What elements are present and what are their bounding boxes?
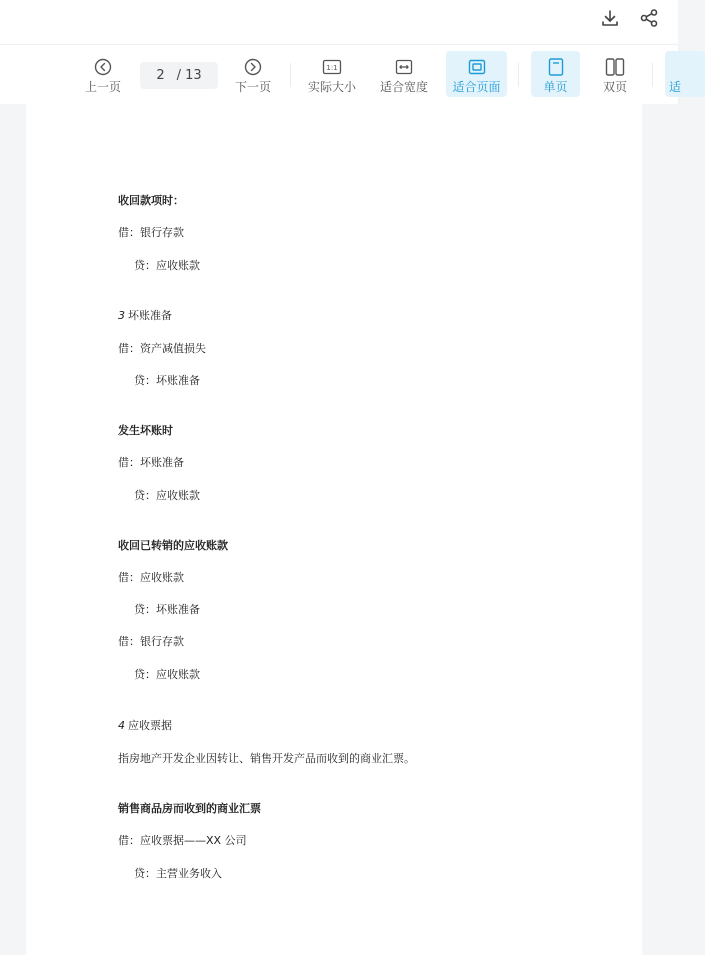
doc-line: 贷：主营业务收入 <box>134 867 222 880</box>
actual-size-button[interactable] <box>303 51 361 97</box>
doc-line: 借：应收票据——XX 公司 <box>118 834 247 847</box>
toolbar-divider <box>652 63 653 87</box>
prev-page-label: 上一页 <box>84 80 121 94</box>
total-pages: / 13 <box>176 68 202 83</box>
doc-line: 收回已转销的应收账款 <box>118 539 228 552</box>
current-page-number[interactable]: 2 <box>156 68 165 83</box>
fit-page-label: 适合页面 <box>452 80 501 94</box>
toolbar-divider <box>290 63 291 87</box>
doc-line: 指房地产开发企业因转让、销售开发产品而收到的商业汇票。 <box>118 752 415 765</box>
doc-line: 收回款项时： <box>118 194 184 207</box>
page-indicator[interactable] <box>140 62 218 89</box>
chevron-right-circle-icon <box>244 57 262 77</box>
next-page-label: 下一页 <box>234 80 271 94</box>
doc-line: 贷：坏账准备 <box>134 603 200 616</box>
viewer-toolbar <box>0 44 682 104</box>
doc-line: 贷：坏账准备 <box>134 374 200 387</box>
download-icon[interactable] <box>598 6 622 30</box>
single-page-icon <box>548 57 564 77</box>
document-viewport[interactable] <box>0 104 678 955</box>
doc-line: 贷：应收账款 <box>134 259 200 272</box>
doc-line: 贷：应收账款 <box>134 489 200 502</box>
fit-page-button[interactable] <box>446 51 507 97</box>
actual-size-label: 实际大小 <box>307 80 356 94</box>
doc-line: 3 坏账准备 <box>118 309 172 322</box>
single-page-label: 单页 <box>543 80 568 94</box>
more-options-label: 适 <box>669 80 682 94</box>
more-options-button[interactable] <box>665 51 705 97</box>
double-page-label: 双页 <box>602 80 627 94</box>
doc-line: 借：银行存款 <box>118 226 184 239</box>
next-page-button[interactable] <box>230 51 276 97</box>
fit-width-button[interactable] <box>375 51 433 97</box>
doc-line: 贷：应收账款 <box>134 668 200 681</box>
doc-line: 借：资产减值损失 <box>118 342 206 355</box>
double-page-icon <box>605 57 625 77</box>
document-page <box>26 104 642 955</box>
doc-line: 销售商品房而收到的商业汇票 <box>118 802 261 815</box>
doc-line: 4 应收票据 <box>118 719 172 732</box>
chevron-left-circle-icon <box>94 57 112 77</box>
fit-page-icon <box>468 57 486 77</box>
prev-page-button[interactable] <box>80 51 126 97</box>
svg-text:1:1: 1:1 <box>326 64 338 72</box>
doc-line: 借：应收账款 <box>118 571 184 584</box>
fit-width-icon <box>395 57 413 77</box>
single-page-button[interactable] <box>531 51 580 97</box>
doc-line: 借：银行存款 <box>118 635 184 648</box>
actual-size-icon <box>322 57 342 77</box>
toolbar-divider <box>518 63 519 87</box>
doc-line: 借：坏账准备 <box>118 456 184 469</box>
fit-width-label: 适合宽度 <box>379 80 428 94</box>
double-page-button[interactable] <box>592 51 638 97</box>
share-icon[interactable] <box>637 6 661 30</box>
doc-line: 发生坏账时 <box>118 424 173 437</box>
top-bar <box>0 0 678 44</box>
